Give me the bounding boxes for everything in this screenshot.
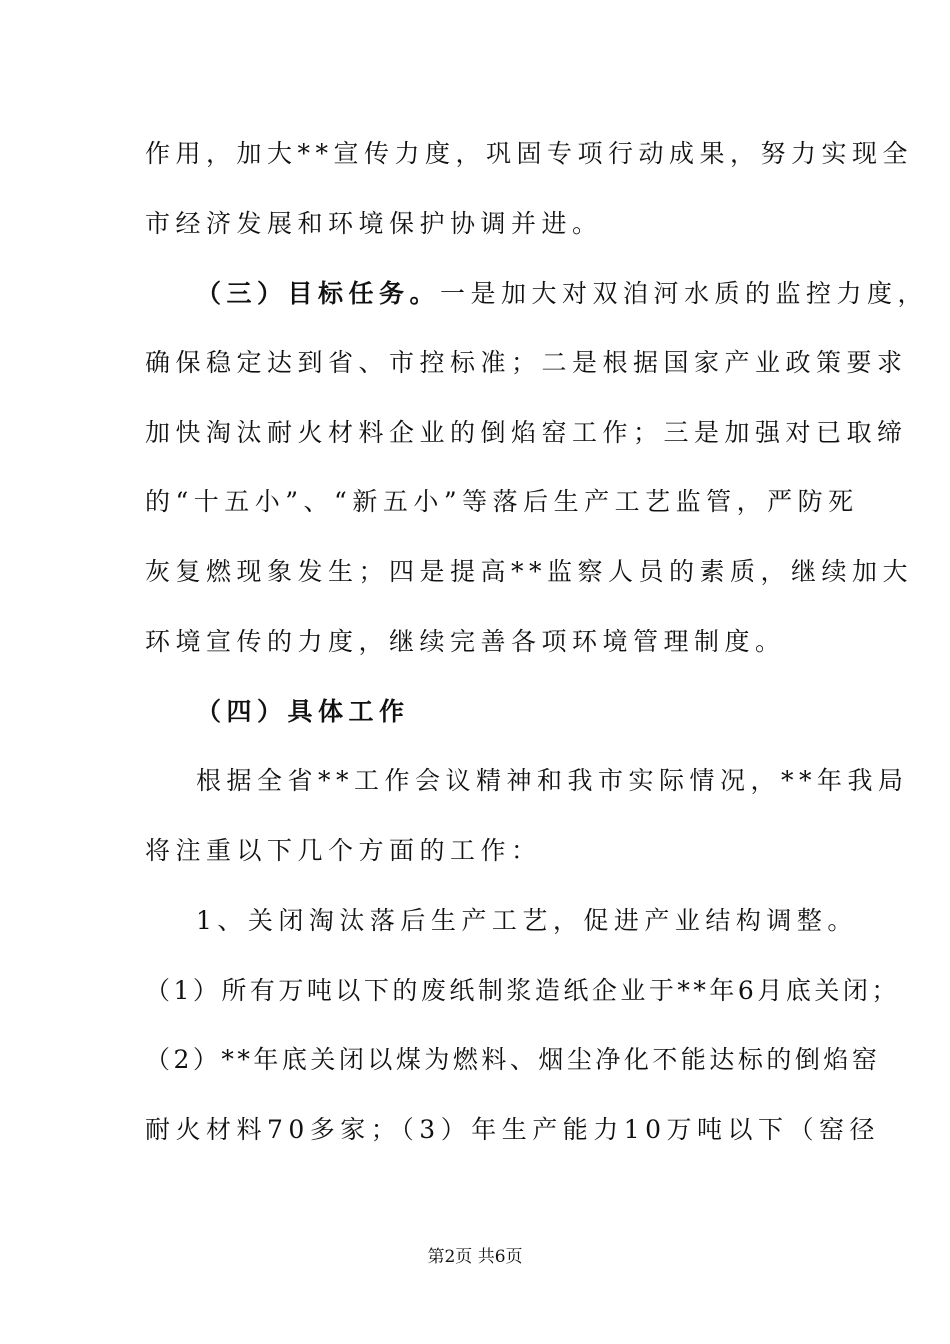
paragraph-line: 灰复燃现象发生；四是提高**监察人员的素质，继续加大 [145,557,914,586]
paragraph-line: 确保稳定达到省、市控标准；二是根据国家产业政策要求 [145,348,908,377]
paragraph-line: 耐火材料70多家；（3）年生产能力10万吨以下（窑径 [145,1115,881,1144]
paragraph-text: 一是加大对双洎河水质的监控力度， [440,279,929,308]
paragraph-line: 的“十五小”、“新五小”等落后生产工艺监管，严防死 [145,487,859,516]
paragraph-line: 根据全省**工作会议精神和我市实际情况，**年我局 [196,766,909,795]
paragraph-line: 将注重以下几个方面的工作： [145,836,542,865]
paragraph-line [196,279,928,309]
paragraph-line: （2）**年底关闭以煤为燃料、烟尘净化不能达标的倒焰窑 [145,1045,881,1074]
section-heading-3: （三）目标任务。 [196,279,441,308]
paragraph-line: 1、关闭淘汰落后生产工艺，促进产业结构调整。 [196,906,858,935]
paragraph-line: 作用，加大**宣传力度，巩固专项行动成果，努力实现全 [145,139,914,168]
paragraph-line: （1）所有万吨以下的废纸制浆造纸企业于**年6月底关闭； [145,976,900,1005]
paragraph-line: 加快淘汰耐火材料企业的倒焰窑工作；三是加强对已取缔 [145,418,908,447]
section-heading-4: （四）具体工作 [196,697,410,726]
paragraph-line: 市经济发展和环境保护协调并进。 [145,209,603,238]
paragraph-line: 环境宣传的力度，继续完善各项环境管理制度。 [145,627,786,656]
page-number-footer: 第2页 共6页 [427,1247,523,1267]
